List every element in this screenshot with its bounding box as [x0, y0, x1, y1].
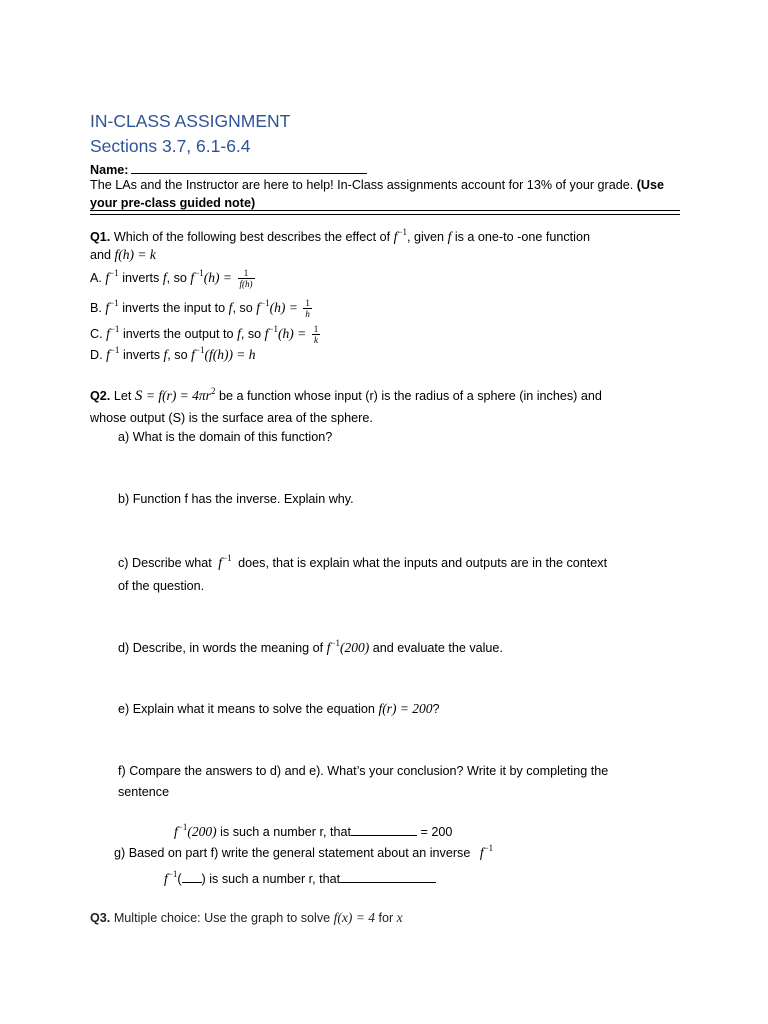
q3-question: Q3. Multiple choice: Use the graph to solve f(x) = 4 for x [90, 910, 403, 925]
name-label: Name: [90, 161, 367, 178]
blank-field-g [340, 870, 436, 883]
q1-question: Q1. Which of the following best describes the effect of $f^{-1}$, given f is a one-to -one function [90, 227, 590, 244]
q2-part-c: c) Describe what $f^{-1}$ does, that is explain what the inputs and outputs are in the context [118, 553, 608, 570]
sections-heading: Sections 3.7, 6.1-6.4 [90, 136, 251, 156]
q1-option-a: A. $f^{-1}$ inverts f, so $f^{-1}(h)$ = $\frac{1}{f(h)}$ [90, 267, 253, 289]
intro-line: The LAs and the Instructor are here to help! In-Class assignments account for 13% of your grade. (Use [90, 178, 665, 192]
intro-bold-line: your pre-class guided note) [90, 196, 256, 210]
q1-option-c: C. $f^{-1}$ inverts the output to f, so $f^{-1}(h)$ = $\frac{1}{k}$ [90, 323, 319, 345]
q2-part-g: g) Based on part f) write the general statement about an inverse $f^{-1}$ [114, 843, 494, 860]
q2-part-e: e) Explain what it means to solve the equation f(r) = 200? [118, 701, 440, 716]
q2-part-c-line2: of the question. [118, 579, 205, 593]
q1-option-b: B. $f^{-1}$ inverts the input to f, so $f^{-1}(h)$ = $\frac{1}{h}$ [90, 297, 310, 319]
blank-field-g-input [182, 870, 202, 883]
header-rule-bottom [90, 214, 680, 215]
q2-part-f-line2: sentence [118, 785, 170, 799]
blank-field-f [351, 823, 417, 836]
header-rule-top [90, 210, 680, 211]
q2-formula: = $f(r) = 4\pi r^2$ [145, 386, 216, 403]
q2-part-b: b) Function f has the inverse. Explain why. [118, 492, 354, 506]
q1-question-line2: and f(h) = k [90, 247, 156, 262]
assignment-title: IN-CLASS ASSIGNMENT [90, 111, 291, 131]
q2-part-d: d) Describe, in words the meaning of $f^{-1}(200)$ and evaluate the value. [118, 638, 503, 655]
q2-part-f: f) Compare the answers to d) and e). What’s your conclusion? Write it by completing the [118, 764, 609, 778]
q1-option-d: D. $f^{-1}$ inverts f, so $f^{-1}(f(h)) = h$ [90, 345, 256, 362]
name-blank [131, 161, 367, 174]
q2-question-line2: whose output (S) is the surface area of the sphere. [90, 411, 373, 425]
q2-part-f-sentence: $f^{-1}(200)$ is such a number r, that = 200 [174, 822, 453, 839]
q2-question: Q2. Let $S = f(r) = 4\pi r^2$ be a function whose input (r) is the radius of a sphere (in inches) and [90, 386, 602, 404]
q2-part-g-sentence: $f^{-1}$( ) is such a number r, that [164, 870, 436, 887]
q2-part-a: a) What is the domain of this function? [118, 430, 333, 444]
